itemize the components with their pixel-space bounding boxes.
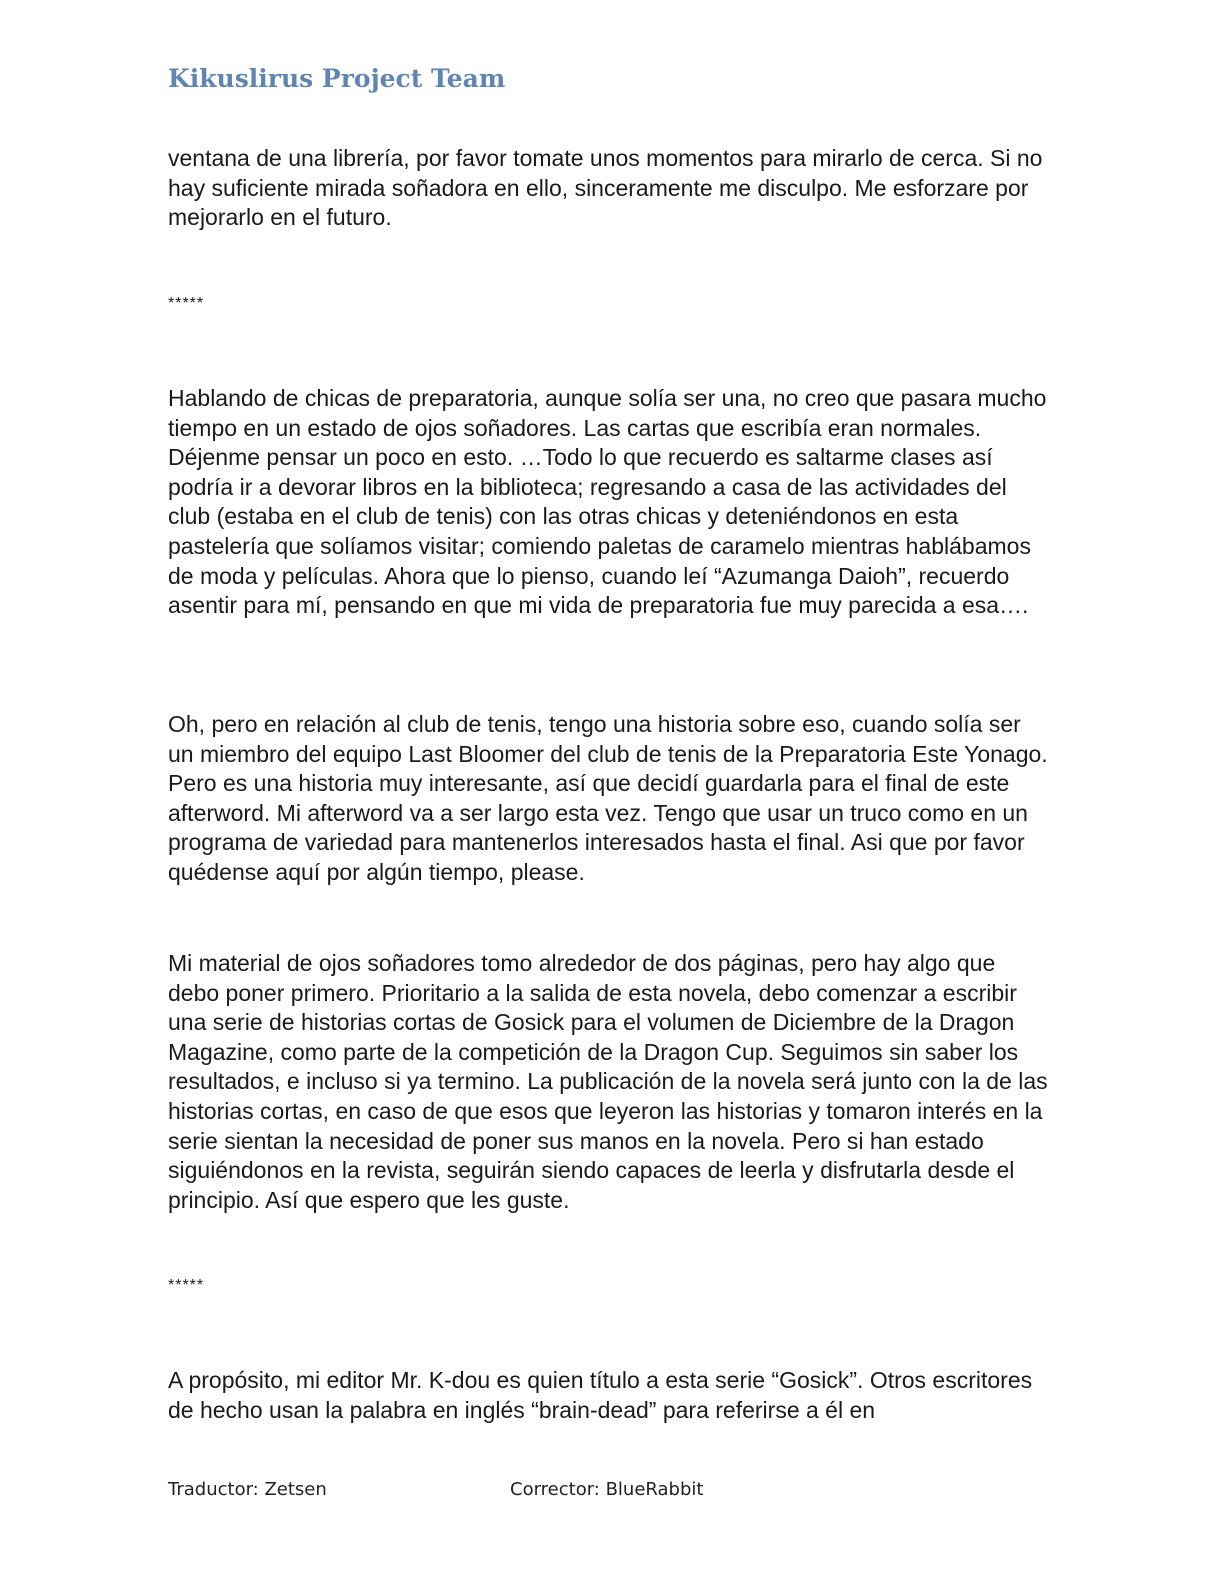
paragraph-5: A propósito, mi editor Mr. K-dou es quien título a esta serie “Gosick”. Otros escritores de hecho usan la palabra en inglés “brain-dead” para referirse a él en [168, 1367, 1033, 1423]
section-separator-2: ***** [168, 1277, 205, 1294]
paragraph-2: Hablando de chicas de preparatoria, aunque solía ser una, no creo que pasara mucho tiempo en un estado de ojos soñadores. Las cartas que escribía eran normales. Déjenme pensar un poco en esto. …Todo lo que recuerdo es saltarme clases así podría ir a devorar libros en la biblioteca; regresando a casa de las actividades del club (estaba en el club de tenis) con las otras chicas y deteniéndonos en esta pastelería que solíamos visitar; comiendo paletas de caramelo mientras hablábamos de moda y películas. Ahora que lo pienso, cuando leí “Azumanga Daioh”, recuerdo asentir para mí, pensando en que mi vida de preparatoria fue muy parecida a esa…. [168, 385, 1047, 619]
paragraph-3: Oh, pero en relación al club de tenis, tengo una historia sobre eso, cuando solía ser un miembro del equipo Last Bloomer del club de tenis de la Preparatoria Este Yonago. Pero es una historia muy interesante, así que decidí guardarla para el final de este afterword. Mi afterword va a ser largo esta vez. Tengo que usar un truco como en un programa de variedad para mantenerlos interesados hasta el final. Asi que por favor quédense aquí por algún tiempo, please. [168, 711, 1048, 885]
footer-corrector: Corrector: BlueRabbit [510, 1479, 704, 1500]
section-separator-1: ***** [168, 295, 205, 312]
page-header: Kikuslirus Project Team [168, 64, 506, 93]
paragraph-4: Mi material de ojos soñadores tomo alrededor de dos páginas, pero hay algo que debo poner primero. Prioritario a la salida de esta novela, debo comenzar a escribir una serie de historias cortas de Gosick para el volumen de Diciembre de la Dragon Magazine, como parte de la competición de la Dragon Cup. Seguimos sin saber los resultados, e incluso si ya termino. La publicación de la novela será junto con la de las historias cortas, en caso de que esos que leyeron las historias y tomaron interés en la serie sientan la necesidad de poner sus manos en la novela. Pero si han estado siguiéndonos en la revista, seguirán siendo capaces de leerla y disfrutarla desde el principio. Así que espero que les guste. [168, 950, 1048, 1213]
paragraph-1: ventana de una librería, por favor tomate unos momentos para mirarlo de cerca. Si no hay suficiente mirada soñadora en ello, sinceramente me disculpo. Me esforzare por mejorarlo en el futuro. [168, 145, 1043, 231]
footer-translator: Traductor: Zetsen [168, 1479, 327, 1500]
